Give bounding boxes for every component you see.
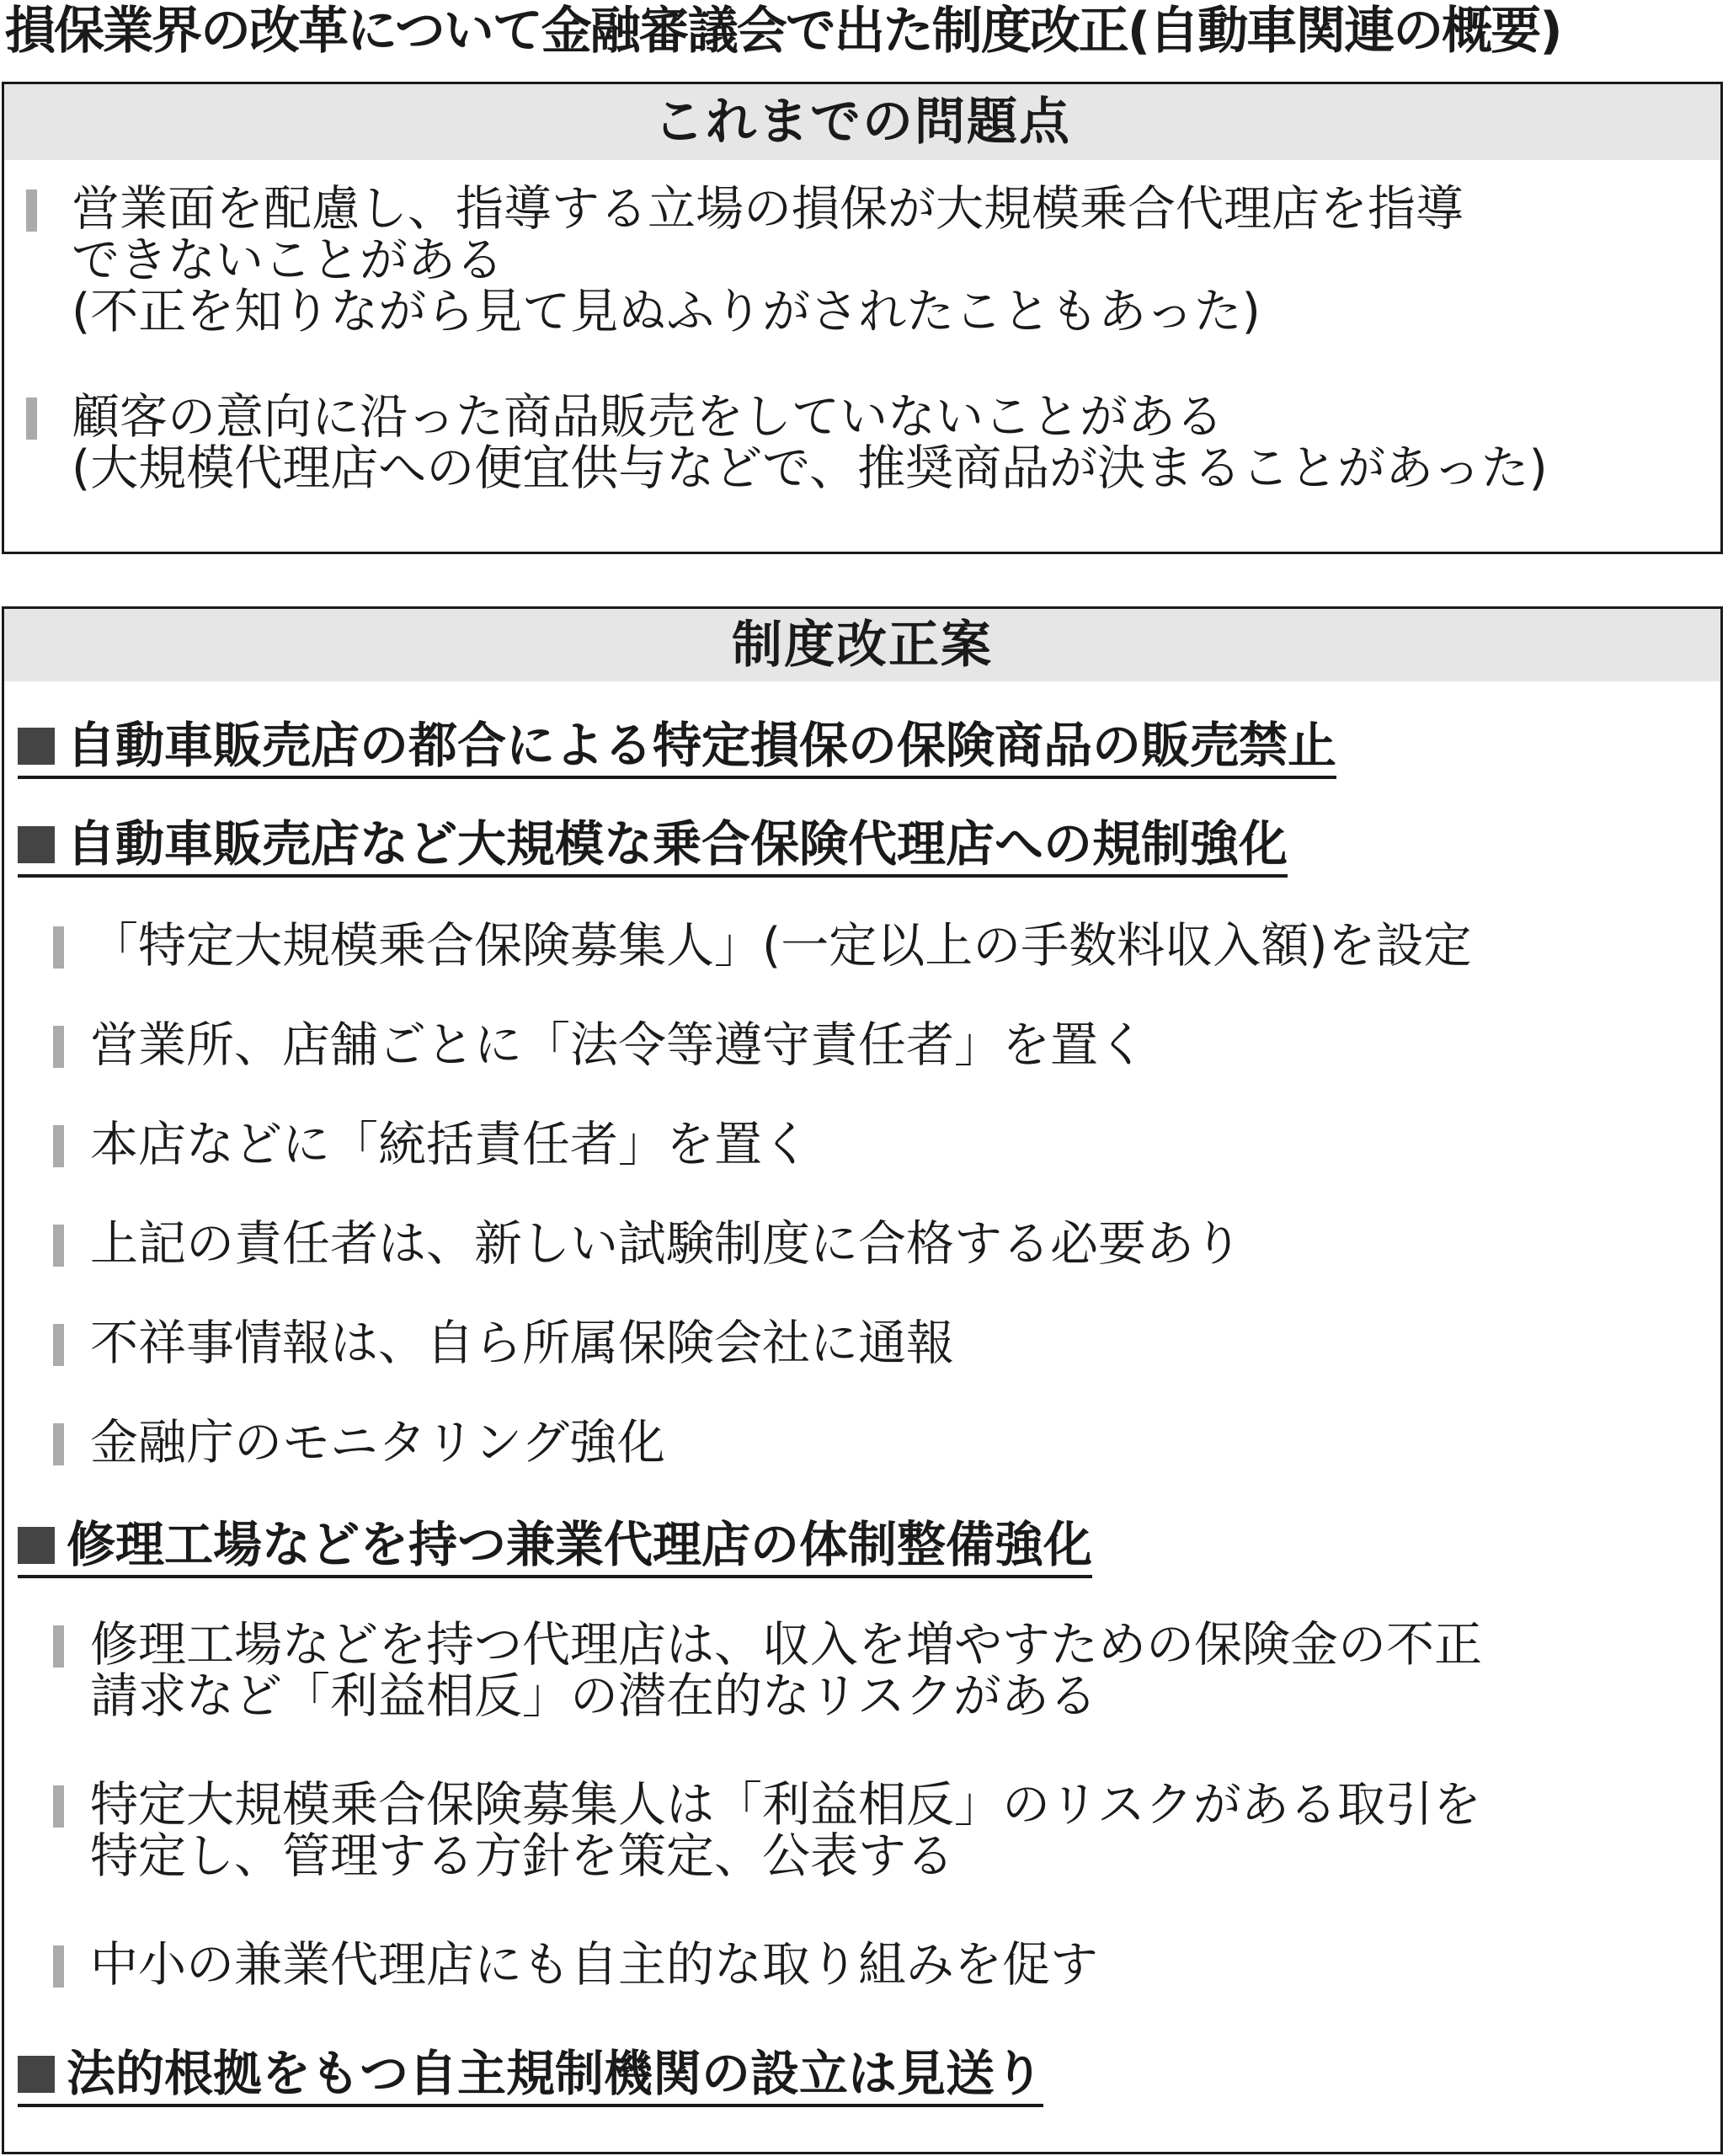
problem-text: 顧客の意向に沿った商品販売をしていないことがある (大規模代理店への便宜供与などで、推奨商品が決まることがあった) [72,389,1548,496]
problems-panel [2,82,1723,554]
bullet-bar [53,1423,64,1465]
reform-sub-item [53,1315,1712,1371]
reform-sub-text: 「特定大規模乗合保険募集人」(一定以上の手数料収入額)を設定 [90,918,1472,974]
reform-sub-item [53,918,1712,974]
bullet-bar [26,189,37,232]
reform-heading [18,1516,1092,1578]
reform-sub-text: 特定大規模乗合保険募集人は「利益相反」のリスクがある取引を 特定し、管理する方針を策定、公表する [90,1777,1481,1884]
reform-heading-text: 修理工場などを持つ兼業代理店の体制整備強化 [67,1516,1093,1573]
reform-heading [18,2045,1043,2107]
reform-heading-text: 自動車販売店の都合による特定損保の保険商品の販売禁止 [67,717,1337,774]
bullet-bar [53,1945,64,1988]
reform-sub-item [53,1017,1712,1073]
reform-header: 制度改正案 [4,609,1720,681]
bullet-bar [53,1026,64,1068]
reform-heading-text: 法的根拠をもつ自主規制機関の設立は見送り [67,2045,1044,2102]
bullet-bar [53,1125,64,1167]
reform-sub-text: 本店などに「統括責任者」を置く [90,1117,810,1172]
reform-sub-item [53,1777,1712,1884]
bullet-bar [53,1324,64,1366]
reform-sub-item [53,1617,1712,1724]
reform-heading [18,815,1288,878]
square-bullet-icon [18,826,55,863]
reform-sub-text: 中小の兼業代理店にも自主的な取り組みを促す [90,1937,1098,1993]
bullet-bar [53,1625,64,1668]
square-bullet-icon [18,1527,55,1564]
reform-panel [2,606,1723,2154]
reform-sub-item [53,1216,1712,1272]
page-title: 損保業界の改革について金融審議会で出た制度改正(自動車関連の概要) [5,2,1561,61]
bullet-bar [53,926,64,969]
reform-heading-text: 自動車販売店など大規模な乗合保険代理店への規制強化 [67,815,1288,873]
reform-sub-item [53,1937,1712,1993]
bullet-bar [53,1785,64,1828]
square-bullet-icon [18,728,55,765]
reform-sub-text: 上記の責任者は、新しい試験制度に合格する必要あり [90,1216,1242,1272]
bullet-bar [53,1225,64,1267]
problem-item [26,181,1712,339]
reform-sub-text: 不祥事情報は、自ら所属保険会社に通報 [90,1315,954,1371]
reform-sub-text: 金融庁のモニタリング強化 [90,1415,665,1470]
reform-heading [18,717,1336,779]
square-bullet-icon [18,2056,55,2093]
reform-sub-item [53,1119,1712,1171]
problem-item [26,389,1712,496]
reform-sub-item [53,1417,1712,1469]
problem-text: 営業面を配慮し、指導する立場の損保が大規模乗合代理店を指導 できないことがある (不正を知りながら見て見ぬふりがされたこともあった) [72,181,1464,339]
reform-sub-text: 営業所、店舗ごとに「法令等遵守責任者」を置く [90,1017,1146,1073]
bullet-bar [26,398,37,440]
reform-sub-text: 修理工場などを持つ代理店は、収入を増やすための保険金の不正 請求など「利益相反」の潜在的なリスクがある [90,1617,1482,1724]
problems-header: これまでの問題点 [4,84,1720,160]
